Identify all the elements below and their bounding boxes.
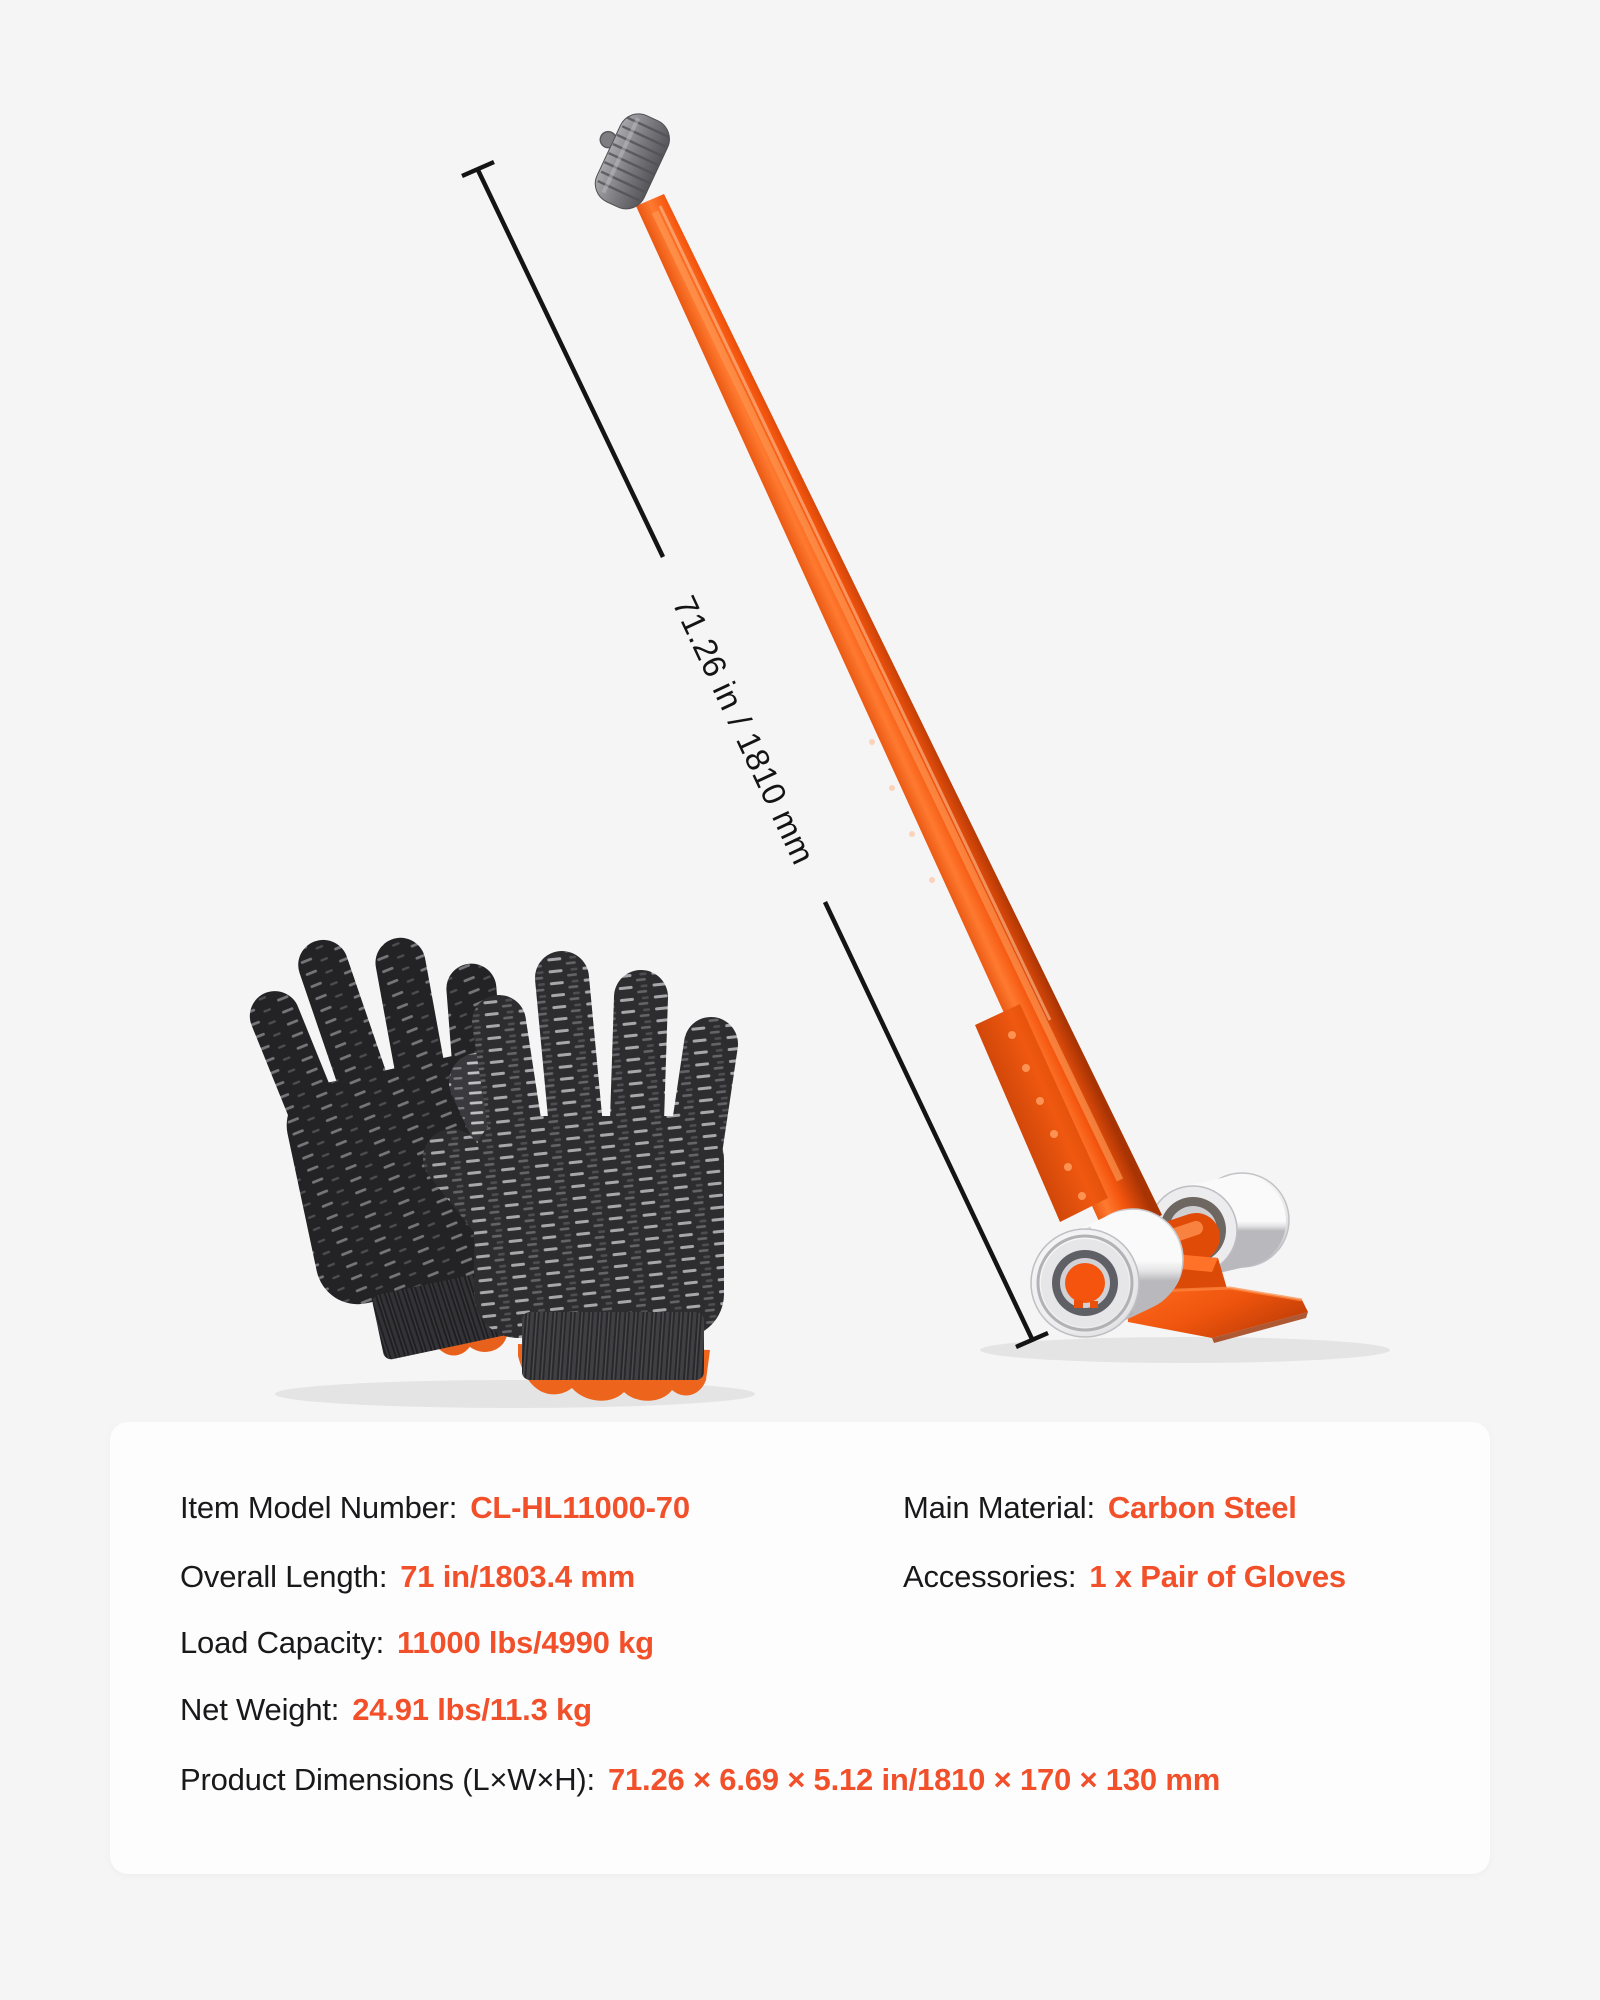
spec-row-dimensions: [180, 1761, 1220, 1799]
spec-label: Main Material:: [903, 1490, 1095, 1525]
spec-value: 11000 lbs/4990 kg: [397, 1625, 654, 1660]
spec-value: 71 in/1803.4 mm: [400, 1559, 636, 1594]
spec-value: Carbon Steel: [1107, 1490, 1297, 1525]
dimension-line-upper: [477, 168, 663, 557]
glove-front-palm: [474, 1116, 724, 1338]
spec-label: Overall Length:: [180, 1559, 388, 1594]
glove-front-cuff: [522, 1312, 704, 1380]
spec-value: 1 x Pair of Gloves: [1089, 1559, 1346, 1594]
front-wheel-hub: [1065, 1263, 1105, 1303]
spec-value: 24.91 lbs/11.3 kg: [352, 1692, 592, 1727]
spec-card: [110, 1422, 1490, 1874]
spec-value: 71.26 × 6.69 × 5.12 in/1810 × 170 × 130 mm: [607, 1762, 1221, 1797]
spec-label: Load Capacity:: [180, 1625, 384, 1660]
tool-shadow: [980, 1337, 1390, 1363]
spec-row-model: [180, 1489, 690, 1527]
spec-label: Accessories:: [903, 1559, 1077, 1594]
spec-row-material: [903, 1489, 1297, 1527]
spec-row-weight: [180, 1691, 592, 1729]
spec-label: Product Dimensions (L×W×H):: [180, 1762, 595, 1797]
spec-label: Net Weight:: [180, 1692, 340, 1727]
spec-row-capacity: [180, 1624, 654, 1662]
work-gloves: [255, 932, 724, 1400]
spec-row-length: [180, 1558, 635, 1596]
spec-row-accessories: [903, 1558, 1346, 1596]
dimension-label: 71.26 in / 1810 mm: [665, 590, 823, 870]
spec-label: Item Model Number:: [180, 1490, 458, 1525]
spec-value: CL-HL11000-70: [470, 1490, 690, 1525]
gusset-plate: [869, 739, 1108, 1222]
